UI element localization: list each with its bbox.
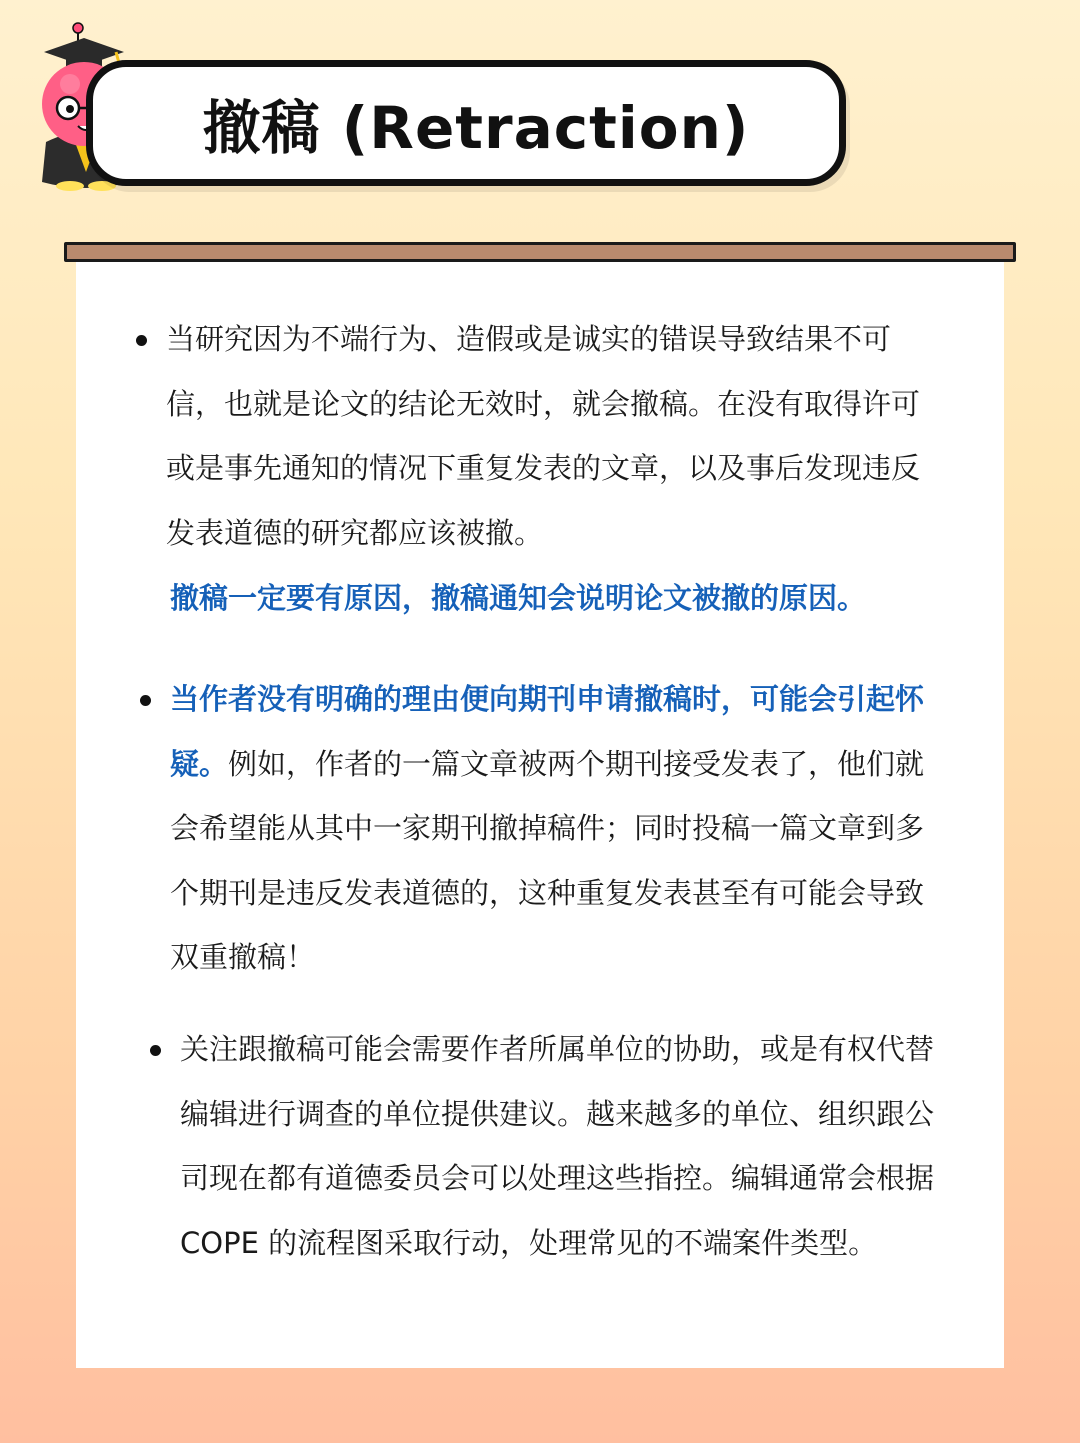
bullet-dot [136,335,147,346]
bullet-3-text: 关注跟撤稿可能会需要作者所属单位的协助，或是有权代替编辑进行调查的单位提供建议。越来越多的单位、组织跟公司现在都有道德委员会可以处理这些指控。编辑通常会根据 COPE 的流程图采取行动，处理常见的不端案件类型。 [180,1032,935,1260]
bullet-item-2 [170,667,950,990]
bullet-dot [150,1045,161,1056]
bullet-1-text: 当研究因为不端行为、造假或是诚实的错误导致结果不可信，也就是论文的结论无效时，就会撤稿。在没有取得许可或是事先通知的情况下重复发表的文章，以及事后发现违反发表道德的研究都应该被撤。 [166,322,921,550]
bullet-1-note: 撤稿一定要有原因，撤稿通知会说明论文被撤的原因。 [170,581,867,615]
bullet-item-3 [180,1017,960,1275]
bullet-item-1 [166,307,946,565]
bullet-2-highlight: 当作者没有明确的理由便向期刊申请撤稿时，可能会引起怀疑。 [170,682,925,781]
title-banner [86,60,846,186]
board-bar [64,242,1016,262]
content-card [76,262,1004,1368]
page-title: 撤稿 (Retraction) [202,94,750,162]
bullet-dot [140,695,151,706]
bullet-2-text: 例如，作者的一篇文章被两个期刊接受发表了，他们就会希望能从其中一家期刊撤掉稿件；同时投稿一篇文章到多个期刊是违反发表道德的，这种重复发表甚至有可能会导致双重撤稿！ [170,746,925,974]
